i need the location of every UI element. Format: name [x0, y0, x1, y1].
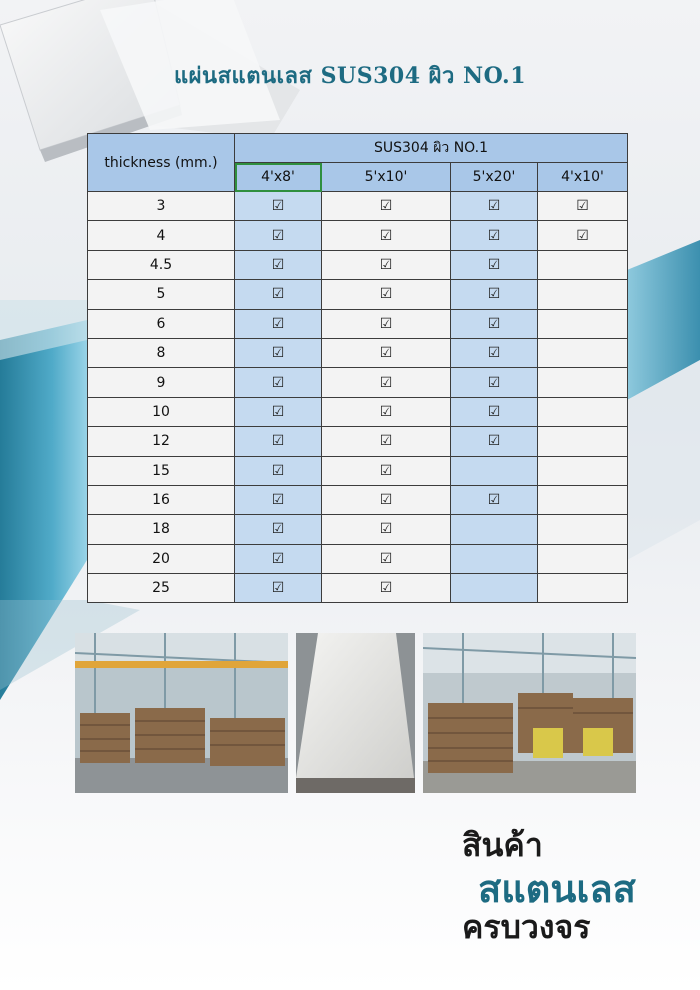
slogan-line-3: ครบวงจร: [462, 908, 591, 946]
size-header: 4'x10': [538, 163, 628, 192]
thickness-cell: 12: [88, 427, 235, 456]
table-row: [88, 368, 628, 397]
availability-cell: [538, 456, 628, 485]
availability-cell: [538, 515, 628, 544]
checkbox-checked-icon: ☑: [379, 521, 393, 538]
thickness-cell: 3: [88, 192, 235, 221]
checkbox-checked-icon: ☑: [271, 345, 285, 362]
availability-cell: [451, 397, 538, 426]
checkbox-checked-icon: ☑: [487, 286, 501, 303]
checkbox-checked-icon: ☑: [379, 345, 393, 362]
availability-cell: [451, 309, 538, 338]
checkbox-checked-icon: ☑: [487, 198, 501, 215]
table-row: [88, 427, 628, 456]
thickness-cell: 20: [88, 544, 235, 573]
checkbox-checked-icon: ☑: [487, 315, 501, 332]
availability-cell: [235, 309, 322, 338]
availability-cell: [235, 250, 322, 279]
thickness-cell: 25: [88, 574, 235, 603]
checkbox-checked-icon: ☑: [379, 550, 393, 567]
size-header: 4'x8': [235, 163, 322, 192]
checkbox-checked-icon: ☑: [379, 492, 393, 509]
table-body: [88, 192, 628, 603]
availability-cell: [538, 427, 628, 456]
checkbox-checked-icon: ☑: [487, 227, 501, 244]
table-row: [88, 221, 628, 250]
checkbox-checked-icon: ☑: [271, 433, 285, 450]
availability-cell: [451, 250, 538, 279]
checkbox-checked-icon: ☑: [379, 256, 393, 273]
table-row: [88, 338, 628, 367]
thickness-cell: 4.5: [88, 250, 235, 279]
checkbox-checked-icon: ☑: [379, 227, 393, 244]
size-header: 5'x20': [451, 163, 538, 192]
checkbox-checked-icon: ☑: [379, 374, 393, 391]
thickness-header: thickness (mm.): [88, 134, 235, 192]
checkbox-checked-icon: ☑: [576, 227, 589, 244]
availability-cell: [451, 280, 538, 309]
availability-cell: [322, 192, 451, 221]
availability-cell: [451, 544, 538, 573]
thickness-cell: 5: [88, 280, 235, 309]
checkbox-checked-icon: ☑: [271, 374, 285, 391]
checkbox-checked-icon: ☑: [379, 462, 393, 479]
availability-cell: [538, 574, 628, 603]
thickness-cell: 18: [88, 515, 235, 544]
checkbox-checked-icon: ☑: [271, 227, 285, 244]
availability-cell: [451, 368, 538, 397]
table-row: [88, 456, 628, 485]
availability-cell: [451, 221, 538, 250]
availability-cell: [538, 368, 628, 397]
thickness-cell: 9: [88, 368, 235, 397]
table-row: [88, 485, 628, 514]
availability-cell: [538, 309, 628, 338]
checkbox-checked-icon: ☑: [271, 521, 285, 538]
availability-cell: [322, 456, 451, 485]
table-row: [88, 574, 628, 603]
sheet-size-table: [87, 133, 628, 603]
checkbox-checked-icon: ☑: [271, 550, 285, 567]
thickness-cell: 15: [88, 456, 235, 485]
availability-cell: [322, 515, 451, 544]
checkbox-checked-icon: ☑: [379, 315, 393, 332]
grade-group-header: SUS304 ผิว NO.1: [235, 134, 628, 163]
checkbox-checked-icon: ☑: [271, 315, 285, 332]
thickness-cell: 16: [88, 485, 235, 514]
availability-cell: [322, 338, 451, 367]
availability-cell: [235, 338, 322, 367]
availability-cell: [235, 456, 322, 485]
checkbox-checked-icon: ☑: [271, 580, 285, 597]
availability-cell: [451, 574, 538, 603]
availability-cell: [538, 192, 628, 221]
availability-cell: [322, 368, 451, 397]
checkbox-checked-icon: ☑: [379, 286, 393, 303]
availability-cell: [322, 397, 451, 426]
checkbox-checked-icon: ☑: [379, 580, 393, 597]
thickness-cell: 6: [88, 309, 235, 338]
availability-cell: [322, 280, 451, 309]
slogan-line-2: สแตนเลส: [478, 867, 636, 911]
availability-cell: [235, 515, 322, 544]
thickness-cell: 10: [88, 397, 235, 426]
availability-cell: [451, 515, 538, 544]
availability-cell: [538, 250, 628, 279]
thickness-cell: 8: [88, 338, 235, 367]
availability-cell: [235, 280, 322, 309]
availability-cell: [451, 338, 538, 367]
table-row: [88, 280, 628, 309]
availability-cell: [538, 397, 628, 426]
table-row: [88, 309, 628, 338]
availability-cell: [235, 544, 322, 573]
checkbox-checked-icon: ☑: [271, 403, 285, 420]
checkbox-checked-icon: ☑: [271, 198, 285, 215]
checkbox-checked-icon: ☑: [576, 198, 589, 215]
slogan-line-1: สินค้า: [462, 826, 543, 864]
table-row: [88, 397, 628, 426]
availability-cell: [235, 221, 322, 250]
checkbox-checked-icon: ☑: [379, 198, 393, 215]
availability-cell: [322, 574, 451, 603]
checkbox-checked-icon: ☑: [487, 492, 501, 509]
availability-cell: [451, 456, 538, 485]
thickness-cell: 4: [88, 221, 235, 250]
table-row: [88, 515, 628, 544]
availability-cell: [235, 574, 322, 603]
warehouse-photo-1: [75, 633, 288, 793]
availability-cell: [235, 427, 322, 456]
availability-cell: [538, 544, 628, 573]
page-title: แผ่นสแตนเลส SUS304 ผิว NO.1: [173, 63, 527, 89]
availability-cell: [322, 485, 451, 514]
availability-cell: [451, 192, 538, 221]
checkbox-checked-icon: ☑: [487, 345, 501, 362]
table-row: [88, 250, 628, 279]
checkbox-checked-icon: ☑: [271, 462, 285, 479]
availability-cell: [538, 485, 628, 514]
availability-cell: [538, 221, 628, 250]
availability-cell: [235, 397, 322, 426]
table-row: [88, 192, 628, 221]
availability-cell: [322, 309, 451, 338]
table-row: [88, 544, 628, 573]
steel-sheet-photo: [296, 633, 415, 793]
availability-cell: [538, 280, 628, 309]
checkbox-checked-icon: ☑: [271, 492, 285, 509]
availability-cell: [451, 427, 538, 456]
checkbox-checked-icon: ☑: [271, 286, 285, 303]
availability-cell: [235, 368, 322, 397]
availability-cell: [538, 338, 628, 367]
checkbox-checked-icon: ☑: [271, 256, 285, 273]
checkbox-checked-icon: ☑: [487, 433, 501, 450]
availability-cell: [235, 192, 322, 221]
checkbox-checked-icon: ☑: [379, 433, 393, 450]
availability-cell: [235, 485, 322, 514]
availability-cell: [322, 544, 451, 573]
checkbox-checked-icon: ☑: [487, 374, 501, 391]
availability-cell: [322, 427, 451, 456]
availability-cell: [451, 485, 538, 514]
checkbox-checked-icon: ☑: [487, 403, 501, 420]
warehouse-photo-2: [423, 633, 636, 793]
availability-cell: [322, 221, 451, 250]
checkbox-checked-icon: ☑: [487, 256, 501, 273]
size-header: 5'x10': [322, 163, 451, 192]
checkbox-checked-icon: ☑: [379, 403, 393, 420]
availability-cell: [322, 250, 451, 279]
